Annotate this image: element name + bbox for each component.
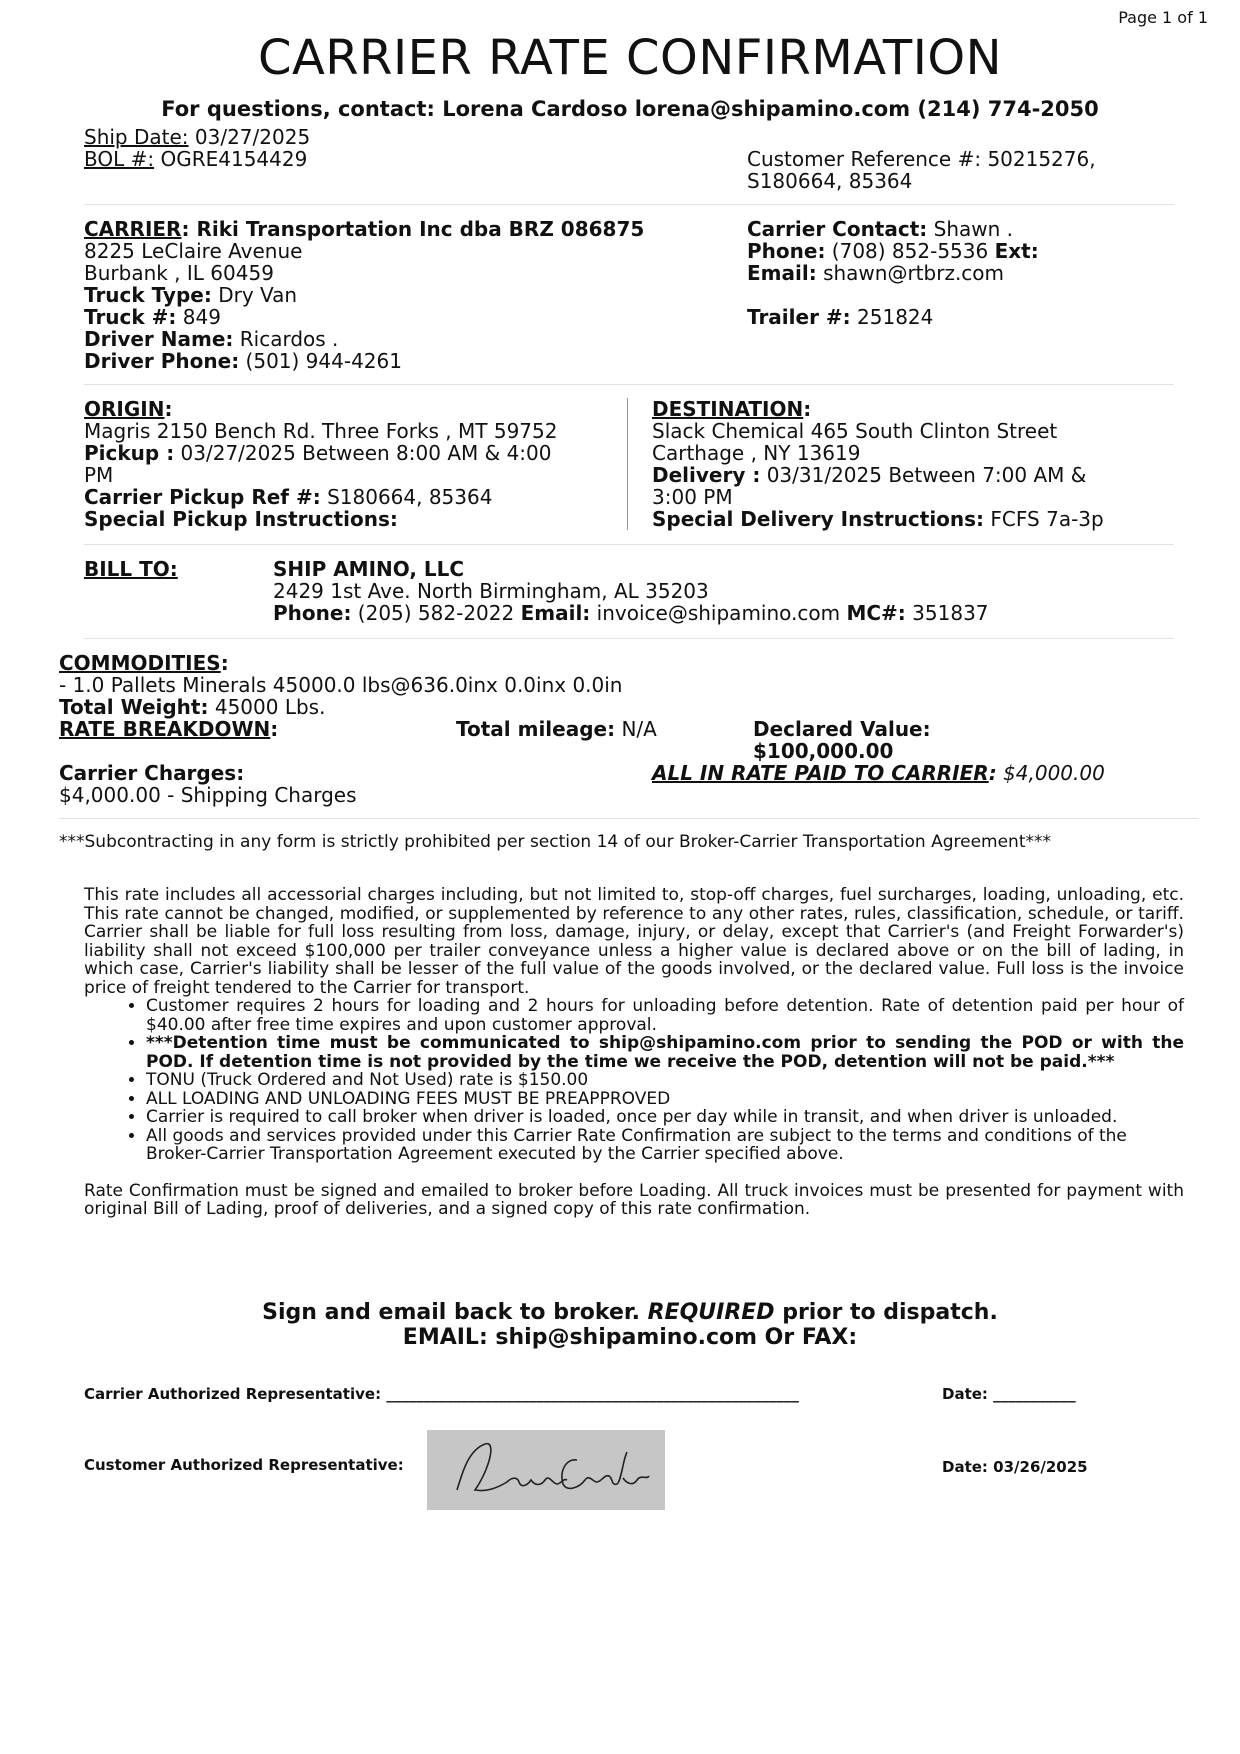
total-weight: 45000 Lbs. [214,695,326,719]
page-number: Page 1 of 1 [1118,8,1208,27]
carrier-rep-label: Carrier Authorized Representative: [84,1385,382,1403]
declared-amount: $100,000.00 [753,739,894,763]
origin-label: ORIGIN [84,397,165,421]
destination-address1: Slack Chemical 465 South Clinton Street [652,419,1058,443]
bol-label: BOL #: [84,147,155,171]
ship-date [84,126,310,148]
destination-label: DESTINATION [652,397,804,421]
carrier-block: CARRIER: Riki Transportation Inc dba BRZ 086875 8225 LeClaire Avenue Burbank , IL 60459 Truck Type: Dry Van Truck #: 849 Driver Name: Ricardos . Driver Phone: (501) 944-4261 [84,217,645,373]
divider [84,638,1174,639]
carrier-charges-line: $4,000.00 - Shipping Charges [59,783,357,807]
carrier-contact-block [747,218,1039,328]
terms-item: • ***Detention time must be communicated to ship@shipamino.com prior to sending the POD or with the POD. If detention time is not provided by the time we receive the POD, detention will not be paid.*** [146,1034,1184,1071]
rate-breakdown-label: RATE BREAKDOWN [59,717,271,741]
carrier-address2: Burbank , IL 60459 [84,261,274,285]
customer-date: 03/26/2025 [993,1458,1088,1476]
truck-num-label: Truck #: [84,305,177,329]
all-in-amount: $4,000.00 [1003,761,1105,785]
declared-value [753,718,931,762]
carrier-charges-label: Carrier Charges: [59,761,245,785]
all-in-rate: ALL IN RATE PAID TO CARRIER: $4,000.00 [652,761,1105,785]
divider [84,544,1174,545]
subcontract-notice: ***Subcontracting in any form is strictly prohibited per section 14 of our Broker-Carrier Transportation Agreement*** [59,832,1052,852]
total-weight-label: Total Weight: [59,695,209,719]
customer-date-label: Date: [942,1458,988,1476]
mc-number: 351837 [912,601,989,625]
origin-block: ORIGIN: Magris 2150 Bench Rd. Three Forks , MT 59752 Pickup : 03/27/2025 Between 8:00 AM & 4:00 PM Carrier Pickup Ref #: S180664, 85364 Special Pickup Instructions: [84,398,614,530]
pickup-ref: S180664, 85364 [327,485,493,509]
driver-name: Ricardos . [239,327,339,351]
signature-image [427,1430,665,1510]
bill-to-block [273,558,989,624]
bol-number [84,148,307,170]
divider [84,384,1174,385]
column-divider [627,398,628,530]
pickup-label: Pickup : [84,441,175,465]
bill-to-address: 2429 1st Ave. North Birmingham, AL 35203 [273,579,709,603]
special-delivery: FCFS 7a-3p [990,507,1104,531]
trailer-num: 251824 [857,305,934,329]
bol-value: OGRE4154429 [160,147,308,171]
sign-heading [0,1300,1240,1350]
terms-item: • ALL LOADING AND UNLOADING FEES MUST BE PREAPPROVED [146,1090,1184,1109]
destination-block: DESTINATION: Slack Chemical 465 South Clinton Street Carthage , NY 13619 Delivery : 03/31/2025 Between 7:00 AM & 3:00 PM Special Delivery Instructions: FCFS 7a-3p [652,398,1172,530]
terms-paragraph: This rate includes all accessorial charges including, but not limited to, stop-off charges, fuel surcharges, loading, unloading, etc. This rate cannot be changed, modified, or supplemented by reference to any other rates, rules, classification, schedule, or tariff. Carrier shall be liable for full loss resulting from loss, damage, injury, or delay, except that Carrier's (and Freight Forwarder's) liability shall not exceed $100,000 per trailer conveyance unless a higher value is declared above or on the bill of lading, in which case, Carrier's liability shall be lesser of the full value of the goods involved, or the declared value. Full loss is the invoice price of freight tendered to the Carrier for transport. [84,885,1184,998]
driver-phone-label: Driver Phone: [84,349,240,373]
truck-type: Dry Van [218,283,298,307]
carrier-date-line[interactable]: ___________ [993,1385,1076,1403]
bill-email: invoice@shipamino.com [596,601,841,625]
customer-ref-line1: 50215276, [987,147,1096,171]
truck-num: 849 [182,305,221,329]
terms-item: • Carrier is required to call broker when driver is loaded, once per day while in transit, and when driver is unloaded. [146,1108,1184,1127]
terms-item: • Customer requires 2 hours for loading and 2 hours for unloading before detention. Rate of detention paid per hour of $40.00 after free time expires and upon customer approval. [146,997,1184,1034]
carrier-rep-signature-line[interactable]: _______________________________________________________ [386,1385,799,1403]
carrier-label: CARRIER [84,217,182,241]
delivery-line2: 3:00 PM [652,485,733,509]
delivery-label: Delivery : [652,463,761,487]
sign-email-line: EMAIL: ship@shipamino.com Or FAX: [402,1325,858,1350]
bill-email-label: Email: [520,601,591,625]
customer-rep-label: Customer Authorized Representative: [84,1456,404,1474]
total-mileage [456,718,657,740]
ship-date-value: 03/27/2025 [194,125,311,149]
carrier-phone-label: Phone: [747,239,826,263]
truck-type-label: Truck Type: [84,283,212,307]
mileage: N/A [621,717,657,741]
carrier-name: Riki Transportation Inc dba BRZ 086875 [196,217,645,241]
mc-label: MC#: [846,601,906,625]
all-in-label: ALL IN RATE PAID TO CARRIER [652,761,989,785]
driver-phone: (501) 944-4261 [245,349,402,373]
divider [84,204,1174,205]
carrier-contact: Shawn . [933,217,1014,241]
carrier-ext-label: Ext: [994,239,1039,263]
carrier-email-label: Email: [747,261,817,285]
bill-phone: (205) 582-2022 [357,601,515,625]
origin-address: Magris 2150 Bench Rd. Three Forks , MT 59752 [84,419,558,443]
special-pickup-label: Special Pickup Instructions: [84,507,398,531]
special-delivery-label: Special Delivery Instructions: [652,507,985,531]
commodity-line: - 1.0 Pallets Minerals 45000.0 lbs@636.0inx 0.0inx 0.0in [59,673,623,697]
carrier-rep-row [84,1385,799,1403]
terms-block [84,886,1184,1219]
page-title: CARRIER RATE CONFIRMATION [257,30,1003,86]
commodities-label: COMMODITIES [59,651,221,675]
destination-address2: Carthage , NY 13619 [652,441,861,465]
sign-line1-c: prior to dispatch. [774,1300,998,1325]
terms-closing: Rate Confirmation must be signed and emailed to broker before Loading. All truck invoices must be presented for payment with original Bill of Lading, proof of deliveries, and a signed copy of this rate confirmation. [84,1180,1184,1219]
carrier-address1: 8225 LeClaire Avenue [84,239,303,263]
carrier-date-label: Date: [942,1385,988,1403]
contact-line: For questions, contact: Lorena Cardoso lorena@shipamino.com (214) 774-2050 [161,97,1099,121]
ship-date-label: Ship Date: [84,125,189,149]
bill-to-name: SHIP AMINO, LLC [273,557,465,581]
divider [59,818,1199,819]
carrier-phone: (708) 852-5536 [831,239,989,263]
carrier-email: shawn@rtbrz.com [823,261,1005,285]
bill-to-label: BILL TO: [84,557,178,581]
carrier-charges [59,762,357,806]
customer-reference [747,148,1096,192]
customer-ref-label: Customer Reference #: [747,147,982,171]
terms-item: • All goods and services provided under this Carrier Rate Confirmation are subject to the terms and conditions of the Broker-Carrier Transportation Agreement executed by the Carrier specified above. [146,1127,1184,1164]
sign-line1-a: Sign and email back to broker. [262,1300,648,1325]
customer-date-row [942,1458,1088,1476]
delivery-line1: 03/31/2025 Between 7:00 AM & [766,463,1087,487]
customer-ref-line2: S180664, 85364 [747,169,913,193]
bill-phone-label: Phone: [273,601,352,625]
driver-name-label: Driver Name: [84,327,234,351]
commodities-block: COMMODITIES: - 1.0 Pallets Minerals 45000.0 lbs@636.0inx 0.0inx 0.0in Total Weight: 45000 Lbs. RATE BREAKDOWN: [59,651,623,741]
trailer-label: Trailer #: [747,305,851,329]
carrier-contact-label: Carrier Contact: [747,217,928,241]
declared-label: Declared Value: [753,717,931,741]
carrier-date-row [942,1385,1076,1403]
terms-item: • TONU (Truck Ordered and Not Used) rate is $150.00 [146,1071,1184,1090]
pickup-line2: PM [84,463,114,487]
mileage-label: Total mileage: [456,717,616,741]
sign-required: REQUIRED [647,1300,775,1325]
pickup-ref-label: Carrier Pickup Ref #: [84,485,321,509]
pickup-line1: 03/27/2025 Between 8:00 AM & 4:00 [180,441,552,465]
terms-list [84,997,1184,1164]
